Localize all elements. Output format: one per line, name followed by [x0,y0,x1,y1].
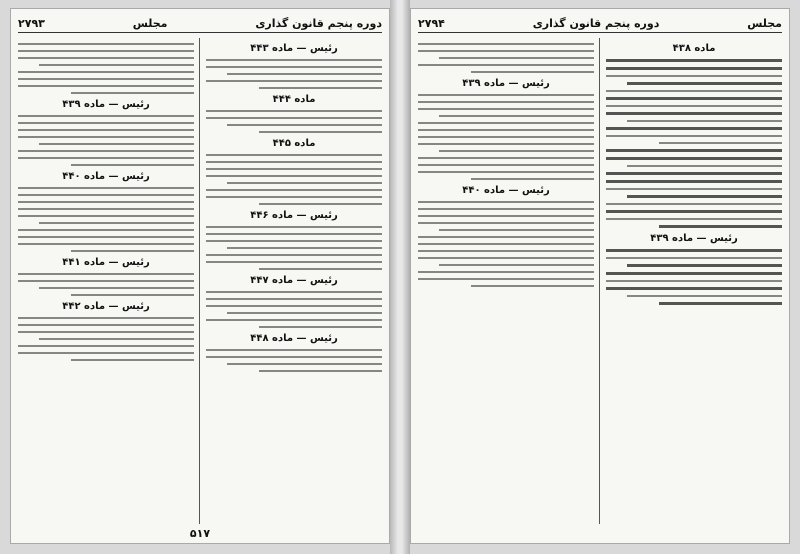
section-heading: ماده ۴۴۵ [272,138,316,149]
section-heading: رئیس — ماده ۴۳۹ [462,78,550,89]
page-header [18,14,382,33]
text-column-right [206,38,382,524]
header-middle: دوره پنجم قانون گذاری [532,16,660,30]
text-column-left [18,38,194,524]
section-heading: رئیس — ماده ۴۴۶ [250,210,338,221]
section-heading: ماده ۴۴۴ [272,94,316,105]
page-number: ۲۷۹۴ [418,16,445,30]
column-rule [599,38,600,524]
section-heading: رئیس — ماده ۴۳۹ [62,99,150,110]
section-heading: رئیس — ماده ۴۴۰ [62,171,150,182]
section-heading: رئیس — ماده ۴۴۰ [462,185,550,196]
left-page [10,8,390,544]
section-heading: رئیس — ماده ۴۴۲ [62,301,150,312]
section-heading: ماده ۴۳۸ [672,43,716,54]
right-page [410,8,790,544]
page-header [418,14,782,33]
book-gutter [390,0,410,554]
section-heading: رئیس — ماده ۴۴۷ [250,275,338,286]
section-heading: رئیس — ماده ۴۴۸ [250,333,338,344]
header-right: دوره پنجم قانون گذاری [255,16,382,30]
section-heading: رئیس — ماده ۴۳۹ [650,233,738,244]
page-footer: ۵۱۷ [189,527,211,540]
text-column-right [606,38,782,524]
page-number: ۲۷۹۳ [18,16,45,30]
section-heading: رئیس — ماده ۴۴۳ [250,43,338,54]
header-right: مجلس [747,16,782,30]
column-rule [199,38,200,524]
text-column-left [418,38,594,524]
section-heading: رئیس — ماده ۴۴۱ [62,257,150,268]
header-middle: مجلس [132,16,168,30]
